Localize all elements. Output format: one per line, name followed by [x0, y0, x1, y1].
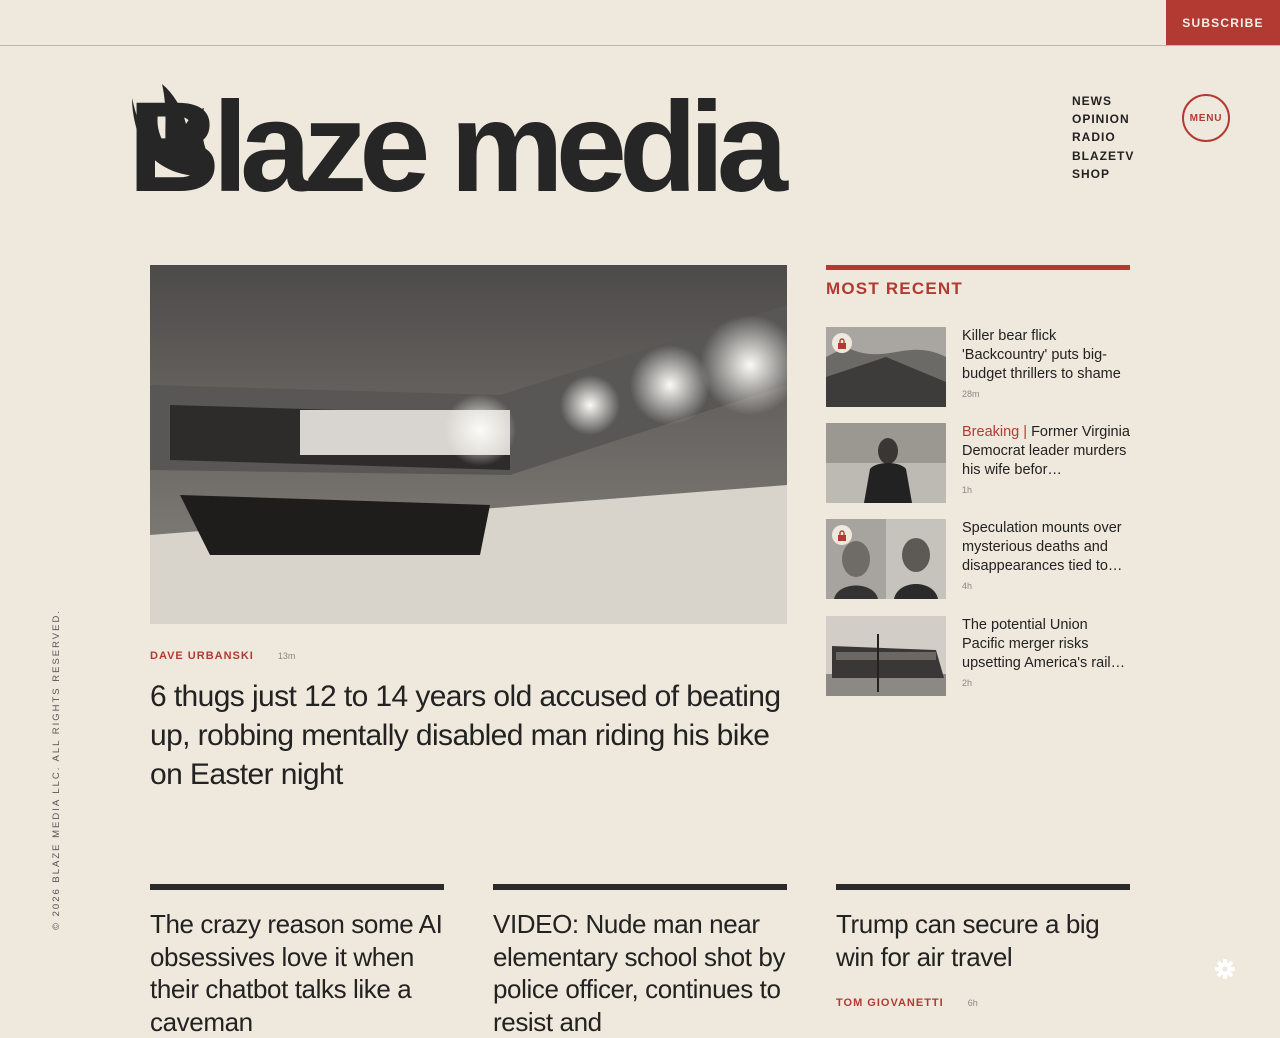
recent-time: 1h — [962, 485, 973, 495]
hero-meta — [150, 650, 295, 662]
hero-author[interactable]: DAVE URBANSKI — [150, 650, 254, 662]
recent-title-text: Former Virginia Democrat leader murders his wife befor… — [962, 424, 1130, 478]
recent-item[interactable] — [826, 423, 1130, 503]
card-meta — [836, 997, 1130, 1009]
blaze-media-logo[interactable] — [128, 80, 790, 196]
recent-time: 2h — [962, 678, 973, 688]
recent-time: 28m — [962, 389, 980, 399]
lock-icon — [832, 525, 852, 545]
copyright-text: © 2026 BLAZE MEDIA LLC. ALL RIGHTS RESERVED. — [51, 609, 62, 930]
recent-item[interactable] — [826, 519, 1130, 599]
recent-thumb — [826, 519, 946, 599]
article-card[interactable] — [150, 884, 444, 1038]
recent-title-text: The potential Union Pacific merger risks upsetting America's rail… — [962, 617, 1126, 671]
article-card[interactable] — [836, 884, 1130, 1009]
card-author[interactable]: TOM GIOVANETTI — [836, 997, 944, 1009]
nav-item-opinion[interactable]: OPINION — [1072, 112, 1130, 127]
nav-item-radio[interactable]: RADIO — [1072, 130, 1116, 145]
recent-thumb — [826, 616, 946, 696]
article-card[interactable] — [493, 884, 787, 1038]
recent-title-text: Killer bear flick 'Backcountry' puts big-budget thrillers to shame — [962, 328, 1121, 382]
card-title: Trump can secure a big win for air travel — [836, 909, 1100, 972]
recent-title — [962, 423, 1132, 480]
nav-item-shop[interactable]: SHOP — [1072, 166, 1111, 181]
top-bar — [0, 0, 1280, 46]
card-title: VIDEO: Nude man near elementary school shot by police officer, continues to resist and — [493, 909, 786, 1037]
menu-button[interactable]: MENU — [1182, 94, 1230, 142]
hero-time: 13m — [277, 651, 296, 661]
nav-item-news[interactable]: NEWS — [1072, 94, 1112, 108]
logo-text: Blaze media — [128, 80, 780, 196]
recent-title — [962, 327, 1132, 384]
recent-title — [962, 519, 1132, 576]
gear-icon[interactable] — [1213, 957, 1237, 981]
subscribe-button[interactable]: SUBSCRIBE — [1166, 0, 1280, 45]
recent-item[interactable] — [826, 616, 1130, 696]
recent-item[interactable] — [826, 327, 1130, 407]
main-nav — [1072, 92, 1134, 183]
recent-title-text: Speculation mounts over mysterious deaths and disappearances tied to… — [962, 520, 1123, 574]
recent-thumb — [826, 423, 946, 503]
most-recent-heading: MOST RECENT — [826, 279, 963, 298]
card-time: 6h — [967, 998, 978, 1008]
recent-time: 4h — [962, 581, 973, 591]
most-recent-section — [826, 265, 1130, 299]
hero-headline[interactable]: 6 thugs just 12 to 14 years old accused of beating up, robbing mentally disabled man riding his bike on Easter night — [150, 680, 781, 791]
card-title: The crazy reason some AI obsessives love it when their chatbot talks like a caveman — [150, 909, 443, 1037]
lock-icon — [832, 333, 852, 353]
hero-image[interactable] — [150, 265, 787, 624]
recent-title — [962, 616, 1132, 673]
recent-thumb — [826, 327, 946, 407]
breaking-tag: Breaking | — [962, 424, 1028, 440]
nav-item-blazetv[interactable]: BLAZETV — [1072, 148, 1135, 163]
